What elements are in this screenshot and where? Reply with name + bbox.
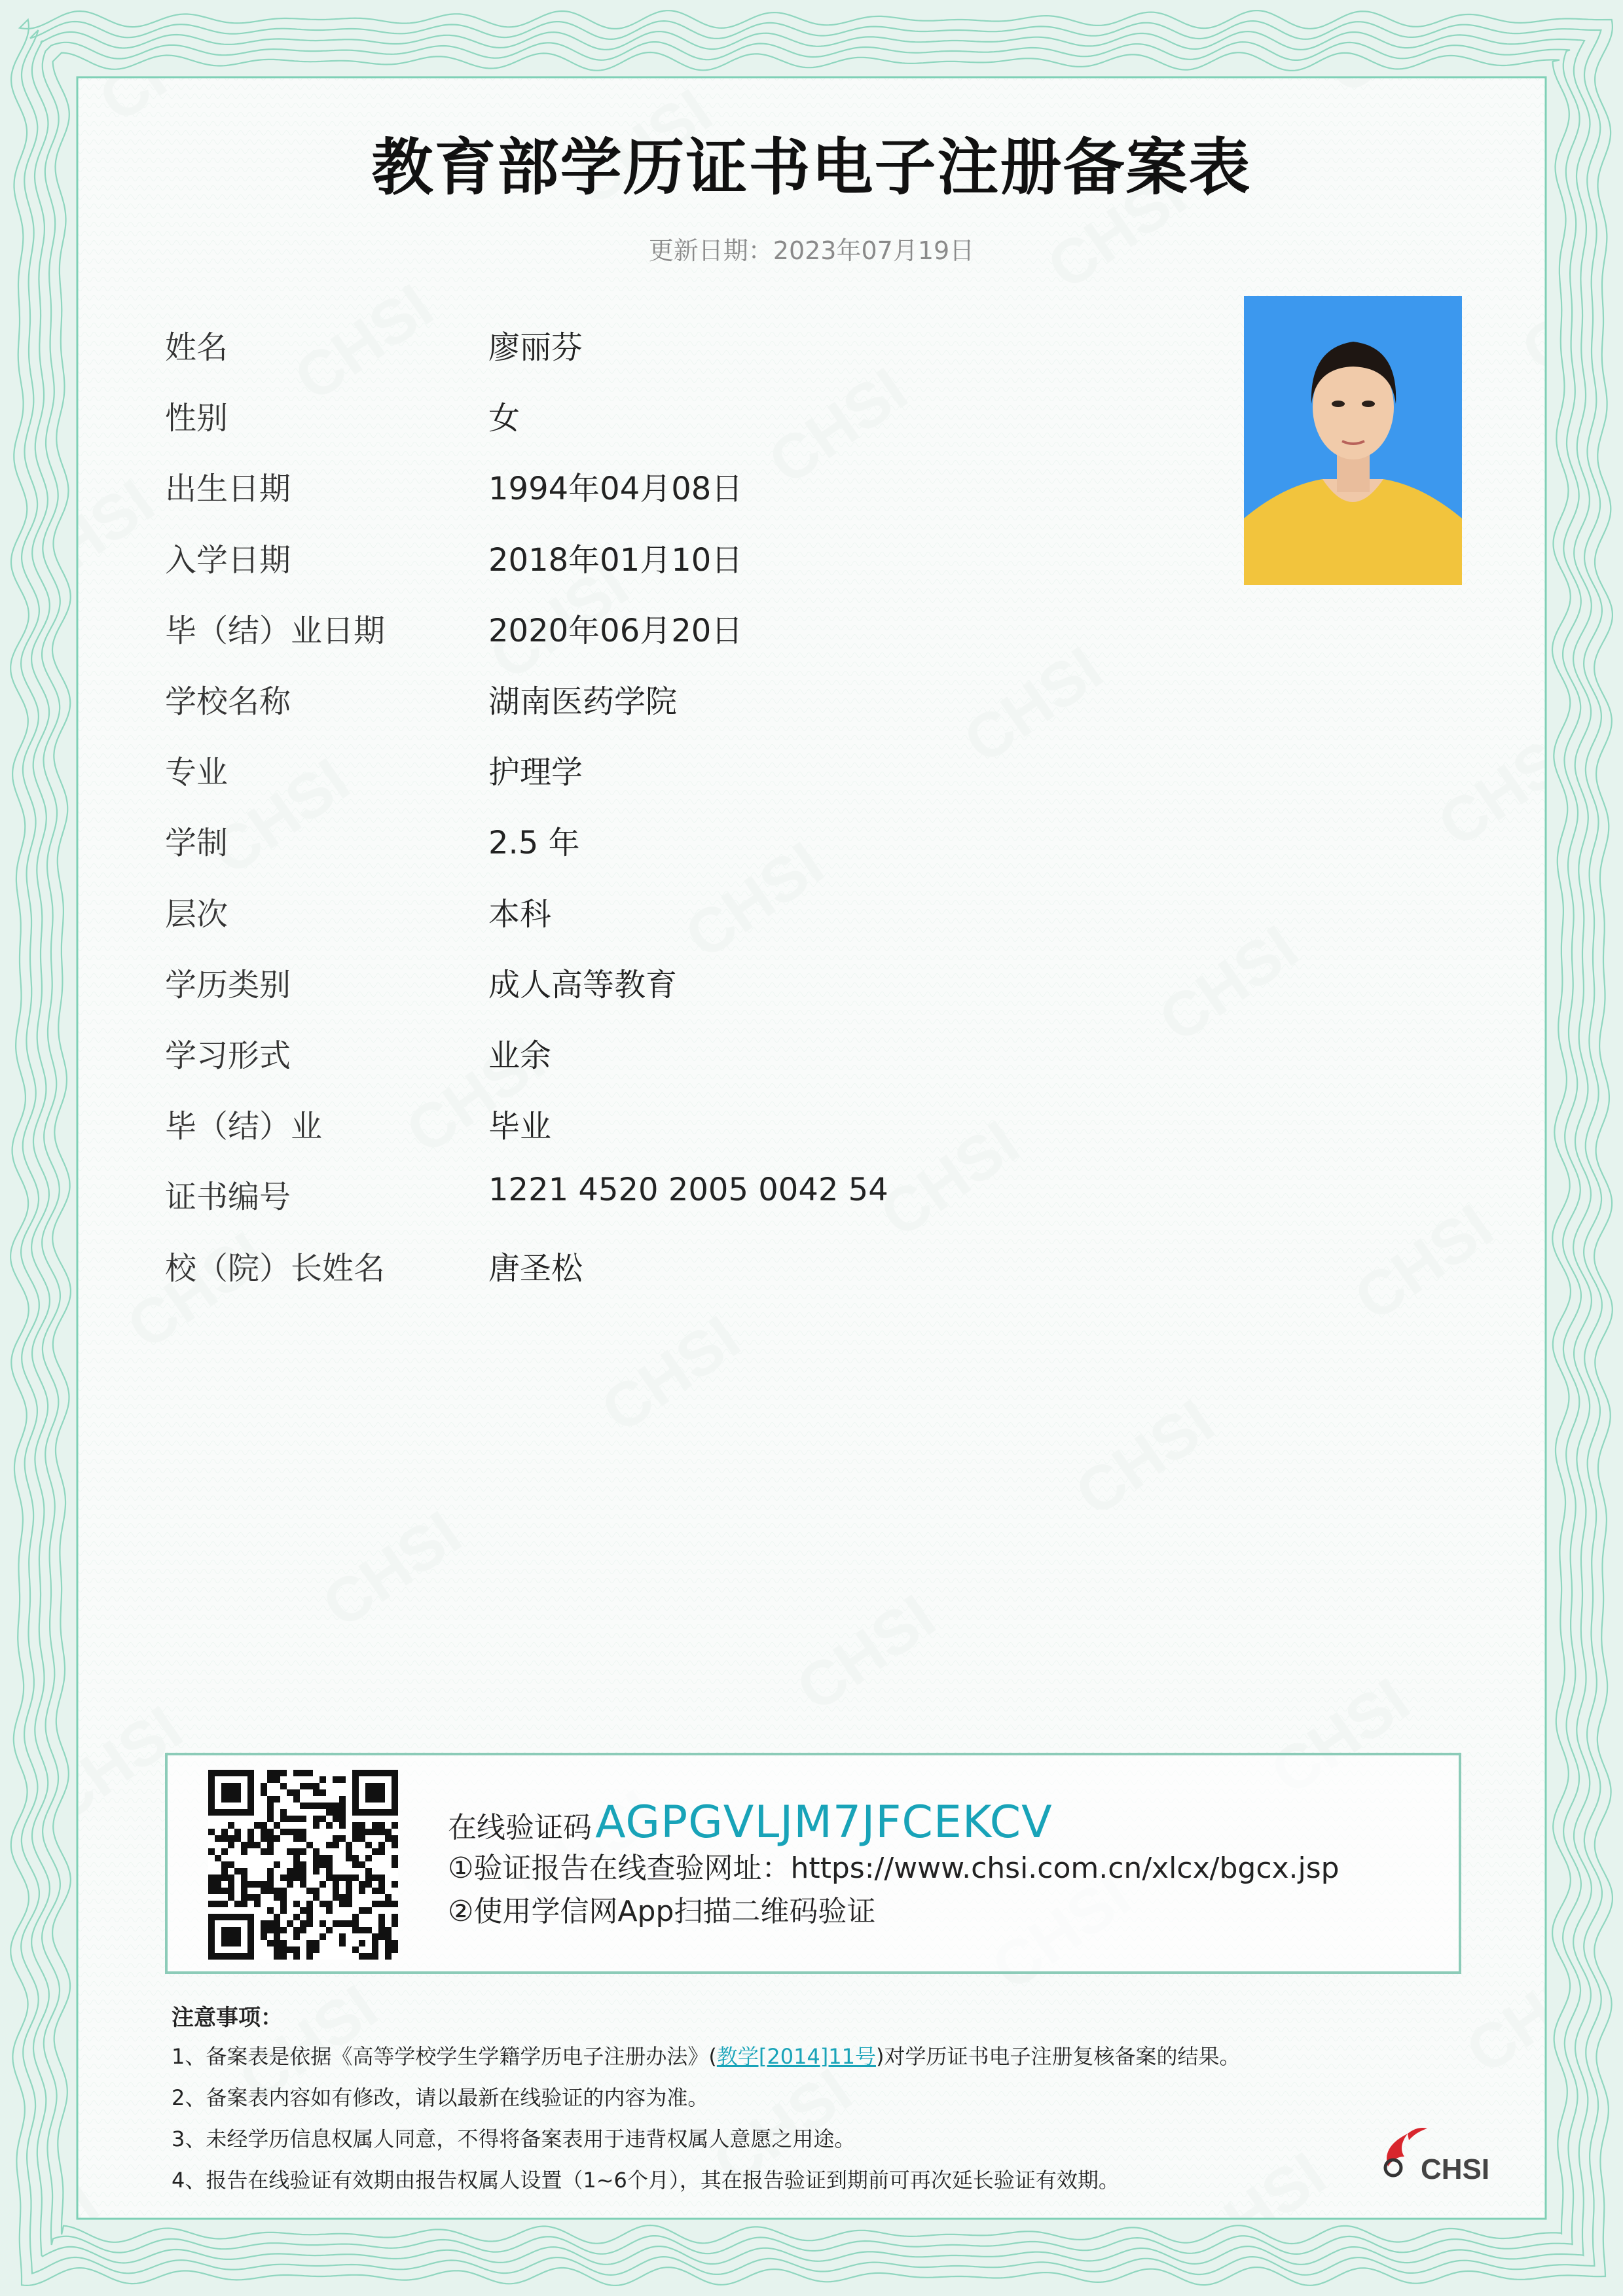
- field-value: 1221 4520 2005 0042 54: [488, 1172, 888, 1208]
- field-label: 证书编号: [165, 1179, 291, 1215]
- field-label: 学校名称: [165, 683, 291, 720]
- field-label: 毕（结）业: [165, 1108, 323, 1145]
- field-label: 入学日期: [165, 542, 291, 579]
- field-label: 姓名: [165, 329, 228, 366]
- field-label: 层次: [165, 896, 228, 933]
- field-label: 性别: [165, 400, 228, 437]
- notes-title: 注意事项：: [172, 2005, 283, 2031]
- verification-code-label: 在线验证码: [448, 1811, 592, 1844]
- verification-code: AGPGVLJM7JFCEKCV: [595, 1797, 1053, 1848]
- note-item-1-suffix: )对学历证书电子注册复核备案的结果。: [876, 2044, 1241, 2069]
- field-value: 湖南医药学院: [488, 683, 678, 720]
- verification-code-line: [448, 1797, 1053, 1848]
- qr-code[interactable]: [208, 1770, 398, 1960]
- note-item-3: 3、未经学历信息权属人同意，不得将备案表用于违背权属人意愿之用途。: [172, 2126, 856, 2151]
- field-value: 1994年04月08日: [488, 471, 743, 507]
- field-value: 2018年01月10日: [488, 542, 743, 579]
- field-label: 学制: [165, 825, 228, 861]
- field-value: 业余: [488, 1037, 552, 1074]
- verification-url-line: ①验证报告在线查验网址：https://www.chsi.com.cn/xlcx/bgcx.jsp: [448, 1852, 1340, 1885]
- portrait-photo: [1244, 296, 1462, 585]
- note-item-1: [172, 2040, 1241, 2070]
- field-label: 校（院）长姓名: [165, 1250, 386, 1287]
- field-value: 女: [488, 400, 520, 437]
- field-value: 2020年06月20日: [488, 613, 743, 649]
- field-value: 2.5 年: [488, 825, 580, 861]
- note-item-4: 4、报告在线验证有效期由报告权属人设置（1~6个月），其在报告验证到期前可再次延长验证有效期。: [172, 2168, 1120, 2193]
- field-value: 本科: [488, 896, 552, 933]
- field-value: 唐圣松: [488, 1250, 583, 1287]
- note-item-2: 2、备案表内容如有修改，请以最新在线验证的内容为准。: [172, 2085, 709, 2110]
- field-label: 出生日期: [165, 471, 291, 507]
- field-value: 廖丽芬: [488, 329, 583, 366]
- field-label: 专业: [165, 754, 228, 791]
- field-label: 毕（结）业日期: [165, 613, 386, 649]
- field-value: 毕业: [488, 1108, 552, 1145]
- field-value: 成人高等教育: [488, 967, 678, 1003]
- chsi-logo-text: CHSI: [1421, 2153, 1490, 2185]
- field-label: 学习形式: [165, 1037, 291, 1074]
- verification-app-line: ②使用学信网App扫描二维码验证: [448, 1895, 876, 1928]
- field-label: 学历类别: [165, 967, 291, 1003]
- document-title: 教育部学历证书电子注册备案表: [371, 132, 1252, 204]
- update-date: 更新日期：2023年07月19日: [648, 236, 975, 265]
- regulation-link[interactable]: 教学[2014]11号: [716, 2044, 876, 2069]
- note-item-1-prefix: 1、备案表是依据《高等学校学生学籍学历电子注册办法》(: [172, 2044, 717, 2069]
- field-value: 护理学: [488, 754, 583, 791]
